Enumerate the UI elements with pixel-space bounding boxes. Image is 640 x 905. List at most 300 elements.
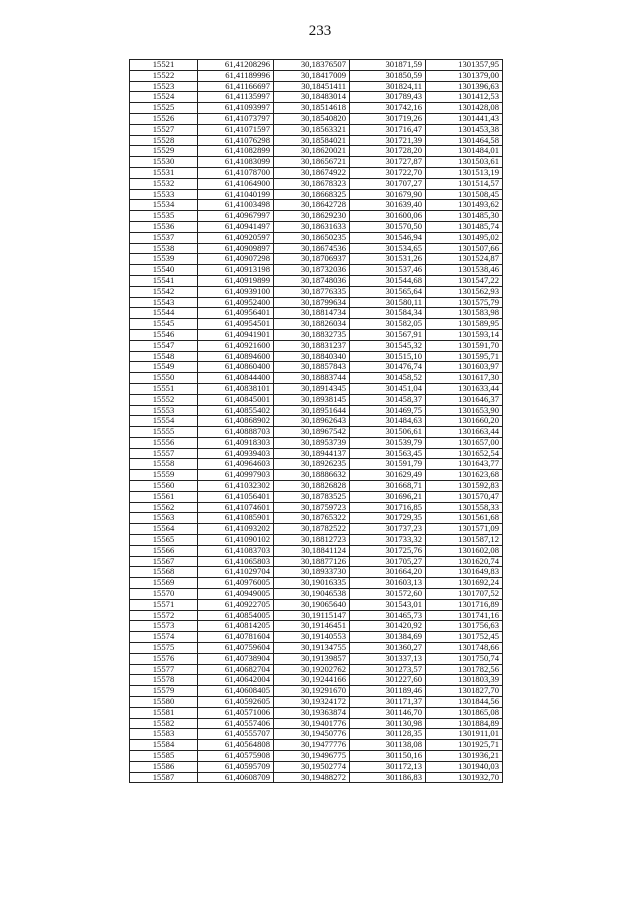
point-number-cell: 15571 bbox=[130, 599, 198, 610]
x-coordinate-cell: 301572,60 bbox=[350, 589, 426, 600]
table-row bbox=[130, 232, 503, 243]
y-coordinate-cell: 1301571,09 bbox=[426, 524, 503, 535]
point-number-cell: 15538 bbox=[130, 243, 198, 254]
latitude-cell: 61,41083703 bbox=[198, 545, 274, 556]
longitude-cell: 30,19324172 bbox=[274, 697, 350, 708]
table-row bbox=[130, 470, 503, 481]
point-number-cell: 15577 bbox=[130, 664, 198, 675]
latitude-cell: 61,40845001 bbox=[198, 394, 274, 405]
x-coordinate-cell: 301824,11 bbox=[350, 81, 426, 92]
table-row bbox=[130, 81, 503, 92]
x-coordinate-cell: 301189,46 bbox=[350, 686, 426, 697]
x-coordinate-cell: 301171,37 bbox=[350, 697, 426, 708]
latitude-cell: 61,40939100 bbox=[198, 286, 274, 297]
y-coordinate-cell: 1301663,44 bbox=[426, 427, 503, 438]
latitude-cell: 61,40956401 bbox=[198, 308, 274, 319]
table-row bbox=[130, 740, 503, 751]
longitude-cell: 30,18656721 bbox=[274, 157, 350, 168]
point-number-cell: 15532 bbox=[130, 178, 198, 189]
latitude-cell: 61,41064900 bbox=[198, 178, 274, 189]
x-coordinate-cell: 301420,92 bbox=[350, 621, 426, 632]
longitude-cell: 30,18840340 bbox=[274, 351, 350, 362]
point-number-cell: 15570 bbox=[130, 589, 198, 600]
y-coordinate-cell: 1301357,95 bbox=[426, 60, 503, 71]
table-row bbox=[130, 211, 503, 222]
y-coordinate-cell: 1301583,98 bbox=[426, 308, 503, 319]
y-coordinate-cell: 1301595,71 bbox=[426, 351, 503, 362]
table-row bbox=[130, 254, 503, 265]
table-row bbox=[130, 772, 503, 783]
latitude-cell: 61,40913198 bbox=[198, 265, 274, 276]
x-coordinate-cell: 301506,61 bbox=[350, 427, 426, 438]
longitude-cell: 30,18933730 bbox=[274, 567, 350, 578]
point-number-cell: 15530 bbox=[130, 157, 198, 168]
y-coordinate-cell: 1301562,93 bbox=[426, 286, 503, 297]
longitude-cell: 30,18631633 bbox=[274, 221, 350, 232]
table-row bbox=[130, 578, 503, 589]
y-coordinate-cell: 1301493,62 bbox=[426, 200, 503, 211]
latitude-cell: 61,40997903 bbox=[198, 470, 274, 481]
longitude-cell: 30,18776335 bbox=[274, 286, 350, 297]
y-coordinate-cell: 1301575,79 bbox=[426, 297, 503, 308]
point-number-cell: 15568 bbox=[130, 567, 198, 578]
latitude-cell: 61,40920597 bbox=[198, 232, 274, 243]
point-number-cell: 15524 bbox=[130, 92, 198, 103]
point-number-cell: 15540 bbox=[130, 265, 198, 276]
longitude-cell: 30,18514618 bbox=[274, 103, 350, 114]
table-row bbox=[130, 189, 503, 200]
x-coordinate-cell: 301469,75 bbox=[350, 405, 426, 416]
table-row bbox=[130, 718, 503, 729]
longitude-cell: 30,19202762 bbox=[274, 664, 350, 675]
x-coordinate-cell: 301727,87 bbox=[350, 157, 426, 168]
point-number-cell: 15557 bbox=[130, 448, 198, 459]
point-number-cell: 15533 bbox=[130, 189, 198, 200]
latitude-cell: 61,41078700 bbox=[198, 167, 274, 178]
x-coordinate-cell: 301716,47 bbox=[350, 124, 426, 135]
point-number-cell: 15539 bbox=[130, 254, 198, 265]
table-row bbox=[130, 319, 503, 330]
longitude-cell: 30,18967542 bbox=[274, 427, 350, 438]
longitude-cell: 30,18857843 bbox=[274, 362, 350, 373]
y-coordinate-cell: 1301660,20 bbox=[426, 416, 503, 427]
longitude-cell: 30,19244166 bbox=[274, 675, 350, 686]
table-row bbox=[130, 103, 503, 114]
latitude-cell: 61,40954501 bbox=[198, 319, 274, 330]
table-row bbox=[130, 761, 503, 772]
longitude-cell: 30,19016335 bbox=[274, 578, 350, 589]
coordinates-table-container bbox=[129, 59, 502, 783]
table-row bbox=[130, 459, 503, 470]
point-number-cell: 15562 bbox=[130, 502, 198, 513]
longitude-cell: 30,19488272 bbox=[274, 772, 350, 783]
x-coordinate-cell: 301458,52 bbox=[350, 373, 426, 384]
table-row bbox=[130, 362, 503, 373]
point-number-cell: 15587 bbox=[130, 772, 198, 783]
longitude-cell: 30,18953739 bbox=[274, 437, 350, 448]
latitude-cell: 61,40964603 bbox=[198, 459, 274, 470]
x-coordinate-cell: 301150,16 bbox=[350, 751, 426, 762]
latitude-cell: 61,40557406 bbox=[198, 718, 274, 729]
y-coordinate-cell: 1301589,95 bbox=[426, 319, 503, 330]
point-number-cell: 15552 bbox=[130, 394, 198, 405]
latitude-cell: 61,41076298 bbox=[198, 135, 274, 146]
point-number-cell: 15549 bbox=[130, 362, 198, 373]
point-number-cell: 15576 bbox=[130, 653, 198, 664]
x-coordinate-cell: 301186,83 bbox=[350, 772, 426, 783]
y-coordinate-cell: 1301750,74 bbox=[426, 653, 503, 664]
latitude-cell: 61,41090102 bbox=[198, 535, 274, 546]
longitude-cell: 30,18629230 bbox=[274, 211, 350, 222]
point-number-cell: 15528 bbox=[130, 135, 198, 146]
longitude-cell: 30,18841124 bbox=[274, 545, 350, 556]
latitude-cell: 61,41056401 bbox=[198, 491, 274, 502]
table-row bbox=[130, 351, 503, 362]
point-number-cell: 15546 bbox=[130, 329, 198, 340]
point-number-cell: 15542 bbox=[130, 286, 198, 297]
y-coordinate-cell: 1301940,03 bbox=[426, 761, 503, 772]
point-number-cell: 15580 bbox=[130, 697, 198, 708]
y-coordinate-cell: 1301547,22 bbox=[426, 275, 503, 286]
y-coordinate-cell: 1301884,89 bbox=[426, 718, 503, 729]
y-coordinate-cell: 1301741,16 bbox=[426, 610, 503, 621]
longitude-cell: 30,18951644 bbox=[274, 405, 350, 416]
x-coordinate-cell: 301729,35 bbox=[350, 513, 426, 524]
y-coordinate-cell: 1301752,45 bbox=[426, 632, 503, 643]
x-coordinate-cell: 301742,16 bbox=[350, 103, 426, 114]
point-number-cell: 15567 bbox=[130, 556, 198, 567]
point-number-cell: 15574 bbox=[130, 632, 198, 643]
x-coordinate-cell: 301582,05 bbox=[350, 319, 426, 330]
y-coordinate-cell: 1301558,33 bbox=[426, 502, 503, 513]
longitude-cell: 30,19065640 bbox=[274, 599, 350, 610]
longitude-cell: 30,19477776 bbox=[274, 740, 350, 751]
point-number-cell: 15531 bbox=[130, 167, 198, 178]
table-row bbox=[130, 416, 503, 427]
y-coordinate-cell: 1301503,61 bbox=[426, 157, 503, 168]
x-coordinate-cell: 301458,37 bbox=[350, 394, 426, 405]
table-row bbox=[130, 653, 503, 664]
point-number-cell: 15535 bbox=[130, 211, 198, 222]
latitude-cell: 61,40967997 bbox=[198, 211, 274, 222]
longitude-cell: 30,18540820 bbox=[274, 113, 350, 124]
y-coordinate-cell: 1301484,01 bbox=[426, 146, 503, 157]
x-coordinate-cell: 301584,34 bbox=[350, 308, 426, 319]
latitude-cell: 61,40976005 bbox=[198, 578, 274, 589]
x-coordinate-cell: 301603,13 bbox=[350, 578, 426, 589]
longitude-cell: 30,19450776 bbox=[274, 729, 350, 740]
point-number-cell: 15523 bbox=[130, 81, 198, 92]
x-coordinate-cell: 301722,70 bbox=[350, 167, 426, 178]
y-coordinate-cell: 1301844,56 bbox=[426, 697, 503, 708]
latitude-cell: 61,41085901 bbox=[198, 513, 274, 524]
table-row bbox=[130, 124, 503, 135]
table-row bbox=[130, 92, 503, 103]
y-coordinate-cell: 1301561,68 bbox=[426, 513, 503, 524]
y-coordinate-cell: 1301936,21 bbox=[426, 751, 503, 762]
point-number-cell: 15566 bbox=[130, 545, 198, 556]
table-row bbox=[130, 221, 503, 232]
y-coordinate-cell: 1301716,89 bbox=[426, 599, 503, 610]
latitude-cell: 61,40909897 bbox=[198, 243, 274, 254]
x-coordinate-cell: 301600,06 bbox=[350, 211, 426, 222]
table-row bbox=[130, 567, 503, 578]
longitude-cell: 30,18748036 bbox=[274, 275, 350, 286]
latitude-cell: 61,40939403 bbox=[198, 448, 274, 459]
point-number-cell: 15564 bbox=[130, 524, 198, 535]
longitude-cell: 30,18668325 bbox=[274, 189, 350, 200]
longitude-cell: 30,18782522 bbox=[274, 524, 350, 535]
x-coordinate-cell: 301580,11 bbox=[350, 297, 426, 308]
latitude-cell: 61,41083099 bbox=[198, 157, 274, 168]
table-row bbox=[130, 329, 503, 340]
table-row bbox=[130, 308, 503, 319]
longitude-cell: 30,18938145 bbox=[274, 394, 350, 405]
table-row bbox=[130, 135, 503, 146]
point-number-cell: 15555 bbox=[130, 427, 198, 438]
longitude-cell: 30,18826828 bbox=[274, 481, 350, 492]
longitude-cell: 30,18732036 bbox=[274, 265, 350, 276]
table-row bbox=[130, 383, 503, 394]
x-coordinate-cell: 301539,79 bbox=[350, 437, 426, 448]
longitude-cell: 30,18831237 bbox=[274, 340, 350, 351]
latitude-cell: 61,41208296 bbox=[198, 60, 274, 71]
y-coordinate-cell: 1301782,56 bbox=[426, 664, 503, 675]
longitude-cell: 30,18674922 bbox=[274, 167, 350, 178]
y-coordinate-cell: 1301524,87 bbox=[426, 254, 503, 265]
y-coordinate-cell: 1301508,45 bbox=[426, 189, 503, 200]
table-row bbox=[130, 643, 503, 654]
y-coordinate-cell: 1301570,47 bbox=[426, 491, 503, 502]
longitude-cell: 30,18678323 bbox=[274, 178, 350, 189]
latitude-cell: 61,40894600 bbox=[198, 351, 274, 362]
point-number-cell: 15554 bbox=[130, 416, 198, 427]
x-coordinate-cell: 301679,90 bbox=[350, 189, 426, 200]
table-row bbox=[130, 178, 503, 189]
table-row bbox=[130, 599, 503, 610]
y-coordinate-cell: 1301428,08 bbox=[426, 103, 503, 114]
longitude-cell: 30,18451411 bbox=[274, 81, 350, 92]
x-coordinate-cell: 301451,04 bbox=[350, 383, 426, 394]
latitude-cell: 61,41093202 bbox=[198, 524, 274, 535]
longitude-cell: 30,19146451 bbox=[274, 621, 350, 632]
x-coordinate-cell: 301537,46 bbox=[350, 265, 426, 276]
table-row bbox=[130, 297, 503, 308]
x-coordinate-cell: 301728,20 bbox=[350, 146, 426, 157]
table-row bbox=[130, 448, 503, 459]
x-coordinate-cell: 301563,45 bbox=[350, 448, 426, 459]
latitude-cell: 61,40844400 bbox=[198, 373, 274, 384]
longitude-cell: 30,18620021 bbox=[274, 146, 350, 157]
latitude-cell: 61,41093997 bbox=[198, 103, 274, 114]
x-coordinate-cell: 301850,59 bbox=[350, 70, 426, 81]
y-coordinate-cell: 1301514,57 bbox=[426, 178, 503, 189]
longitude-cell: 30,18814734 bbox=[274, 308, 350, 319]
table-row bbox=[130, 751, 503, 762]
longitude-cell: 30,18826034 bbox=[274, 319, 350, 330]
latitude-cell: 61,41189996 bbox=[198, 70, 274, 81]
x-coordinate-cell: 301707,27 bbox=[350, 178, 426, 189]
x-coordinate-cell: 301146,70 bbox=[350, 707, 426, 718]
x-coordinate-cell: 301543,01 bbox=[350, 599, 426, 610]
x-coordinate-cell: 301337,13 bbox=[350, 653, 426, 664]
point-number-cell: 15545 bbox=[130, 319, 198, 330]
y-coordinate-cell: 1301513,19 bbox=[426, 167, 503, 178]
table-row bbox=[130, 113, 503, 124]
longitude-cell: 30,18926235 bbox=[274, 459, 350, 470]
point-number-cell: 15575 bbox=[130, 643, 198, 654]
x-coordinate-cell: 301531,26 bbox=[350, 254, 426, 265]
table-row bbox=[130, 502, 503, 513]
y-coordinate-cell: 1301602,08 bbox=[426, 545, 503, 556]
latitude-cell: 61,40868902 bbox=[198, 416, 274, 427]
table-row bbox=[130, 675, 503, 686]
point-number-cell: 15536 bbox=[130, 221, 198, 232]
longitude-cell: 30,18417009 bbox=[274, 70, 350, 81]
y-coordinate-cell: 1301646,37 bbox=[426, 394, 503, 405]
latitude-cell: 61,40738904 bbox=[198, 653, 274, 664]
latitude-cell: 61,40860400 bbox=[198, 362, 274, 373]
table-row bbox=[130, 664, 503, 675]
y-coordinate-cell: 1301653,90 bbox=[426, 405, 503, 416]
longitude-cell: 30,19139857 bbox=[274, 653, 350, 664]
y-coordinate-cell: 1301827,70 bbox=[426, 686, 503, 697]
table-row bbox=[130, 481, 503, 492]
longitude-cell: 30,18674536 bbox=[274, 243, 350, 254]
table-row bbox=[130, 373, 503, 384]
latitude-cell: 61,40608709 bbox=[198, 772, 274, 783]
table-row bbox=[130, 60, 503, 71]
point-number-cell: 15578 bbox=[130, 675, 198, 686]
x-coordinate-cell: 301629,49 bbox=[350, 470, 426, 481]
x-coordinate-cell: 301515,10 bbox=[350, 351, 426, 362]
x-coordinate-cell: 301545,32 bbox=[350, 340, 426, 351]
table-row bbox=[130, 146, 503, 157]
x-coordinate-cell: 301360,27 bbox=[350, 643, 426, 654]
page-number: 233 bbox=[308, 23, 332, 39]
latitude-cell: 61,40941497 bbox=[198, 221, 274, 232]
point-number-cell: 15565 bbox=[130, 535, 198, 546]
x-coordinate-cell: 301172,13 bbox=[350, 761, 426, 772]
point-number-cell: 15525 bbox=[130, 103, 198, 114]
point-number-cell: 15560 bbox=[130, 481, 198, 492]
y-coordinate-cell: 1301756,63 bbox=[426, 621, 503, 632]
y-coordinate-cell: 1301692,24 bbox=[426, 578, 503, 589]
table-row bbox=[130, 697, 503, 708]
table-row bbox=[130, 340, 503, 351]
x-coordinate-cell: 301591,79 bbox=[350, 459, 426, 470]
table-row bbox=[130, 524, 503, 535]
point-number-cell: 15551 bbox=[130, 383, 198, 394]
longitude-cell: 30,18962643 bbox=[274, 416, 350, 427]
point-number-cell: 15547 bbox=[130, 340, 198, 351]
longitude-cell: 30,19291670 bbox=[274, 686, 350, 697]
latitude-cell: 61,40838101 bbox=[198, 383, 274, 394]
latitude-cell: 61,41065803 bbox=[198, 556, 274, 567]
x-coordinate-cell: 301664,20 bbox=[350, 567, 426, 578]
latitude-cell: 61,41135997 bbox=[198, 92, 274, 103]
y-coordinate-cell: 1301591,70 bbox=[426, 340, 503, 351]
latitude-cell: 61,41032302 bbox=[198, 481, 274, 492]
y-coordinate-cell: 1301396,63 bbox=[426, 81, 503, 92]
latitude-cell: 61,40918303 bbox=[198, 437, 274, 448]
x-coordinate-cell: 301128,35 bbox=[350, 729, 426, 740]
latitude-cell: 61,41071597 bbox=[198, 124, 274, 135]
latitude-cell: 61,40564808 bbox=[198, 740, 274, 751]
y-coordinate-cell: 1301652,54 bbox=[426, 448, 503, 459]
x-coordinate-cell: 301476,74 bbox=[350, 362, 426, 373]
x-coordinate-cell: 301733,32 bbox=[350, 535, 426, 546]
point-number-cell: 15537 bbox=[130, 232, 198, 243]
y-coordinate-cell: 1301587,12 bbox=[426, 535, 503, 546]
point-number-cell: 15527 bbox=[130, 124, 198, 135]
latitude-cell: 61,40919899 bbox=[198, 275, 274, 286]
longitude-cell: 30,19502774 bbox=[274, 761, 350, 772]
point-number-cell: 15550 bbox=[130, 373, 198, 384]
x-coordinate-cell: 301465,73 bbox=[350, 610, 426, 621]
longitude-cell: 30,18886632 bbox=[274, 470, 350, 481]
coordinates-table bbox=[129, 59, 503, 783]
x-coordinate-cell: 301384,69 bbox=[350, 632, 426, 643]
point-number-cell: 15561 bbox=[130, 491, 198, 502]
point-number-cell: 15573 bbox=[130, 621, 198, 632]
latitude-cell: 61,40814205 bbox=[198, 621, 274, 632]
table-row bbox=[130, 200, 503, 211]
table-row bbox=[130, 729, 503, 740]
y-coordinate-cell: 1301633,44 bbox=[426, 383, 503, 394]
point-number-cell: 15534 bbox=[130, 200, 198, 211]
y-coordinate-cell: 1301643,77 bbox=[426, 459, 503, 470]
point-number-cell: 15543 bbox=[130, 297, 198, 308]
y-coordinate-cell: 1301592,83 bbox=[426, 481, 503, 492]
longitude-cell: 30,19140553 bbox=[274, 632, 350, 643]
latitude-cell: 61,41040199 bbox=[198, 189, 274, 200]
latitude-cell: 61,40759604 bbox=[198, 643, 274, 654]
latitude-cell: 61,40575908 bbox=[198, 751, 274, 762]
x-coordinate-cell: 301696,21 bbox=[350, 491, 426, 502]
x-coordinate-cell: 301138,08 bbox=[350, 740, 426, 751]
longitude-cell: 30,18914345 bbox=[274, 383, 350, 394]
latitude-cell: 61,41166697 bbox=[198, 81, 274, 92]
table-row bbox=[130, 437, 503, 448]
longitude-cell: 30,19115147 bbox=[274, 610, 350, 621]
longitude-cell: 30,19046538 bbox=[274, 589, 350, 600]
table-row bbox=[130, 545, 503, 556]
x-coordinate-cell: 301534,65 bbox=[350, 243, 426, 254]
y-coordinate-cell: 1301495,02 bbox=[426, 232, 503, 243]
y-coordinate-cell: 1301803,39 bbox=[426, 675, 503, 686]
longitude-cell: 30,18832735 bbox=[274, 329, 350, 340]
latitude-cell: 61,40555707 bbox=[198, 729, 274, 740]
latitude-cell: 61,40592605 bbox=[198, 697, 274, 708]
longitude-cell: 30,18799634 bbox=[274, 297, 350, 308]
y-coordinate-cell: 1301453,38 bbox=[426, 124, 503, 135]
table-row bbox=[130, 157, 503, 168]
longitude-cell: 30,18944137 bbox=[274, 448, 350, 459]
table-row bbox=[130, 405, 503, 416]
latitude-cell: 61,40921600 bbox=[198, 340, 274, 351]
table-row bbox=[130, 265, 503, 276]
point-number-cell: 15586 bbox=[130, 761, 198, 772]
y-coordinate-cell: 1301932,70 bbox=[426, 772, 503, 783]
point-number-cell: 15584 bbox=[130, 740, 198, 751]
point-number-cell: 15559 bbox=[130, 470, 198, 481]
point-number-cell: 15558 bbox=[130, 459, 198, 470]
y-coordinate-cell: 1301649,83 bbox=[426, 567, 503, 578]
table-row bbox=[130, 275, 503, 286]
y-coordinate-cell: 1301603,97 bbox=[426, 362, 503, 373]
longitude-cell: 30,18483014 bbox=[274, 92, 350, 103]
